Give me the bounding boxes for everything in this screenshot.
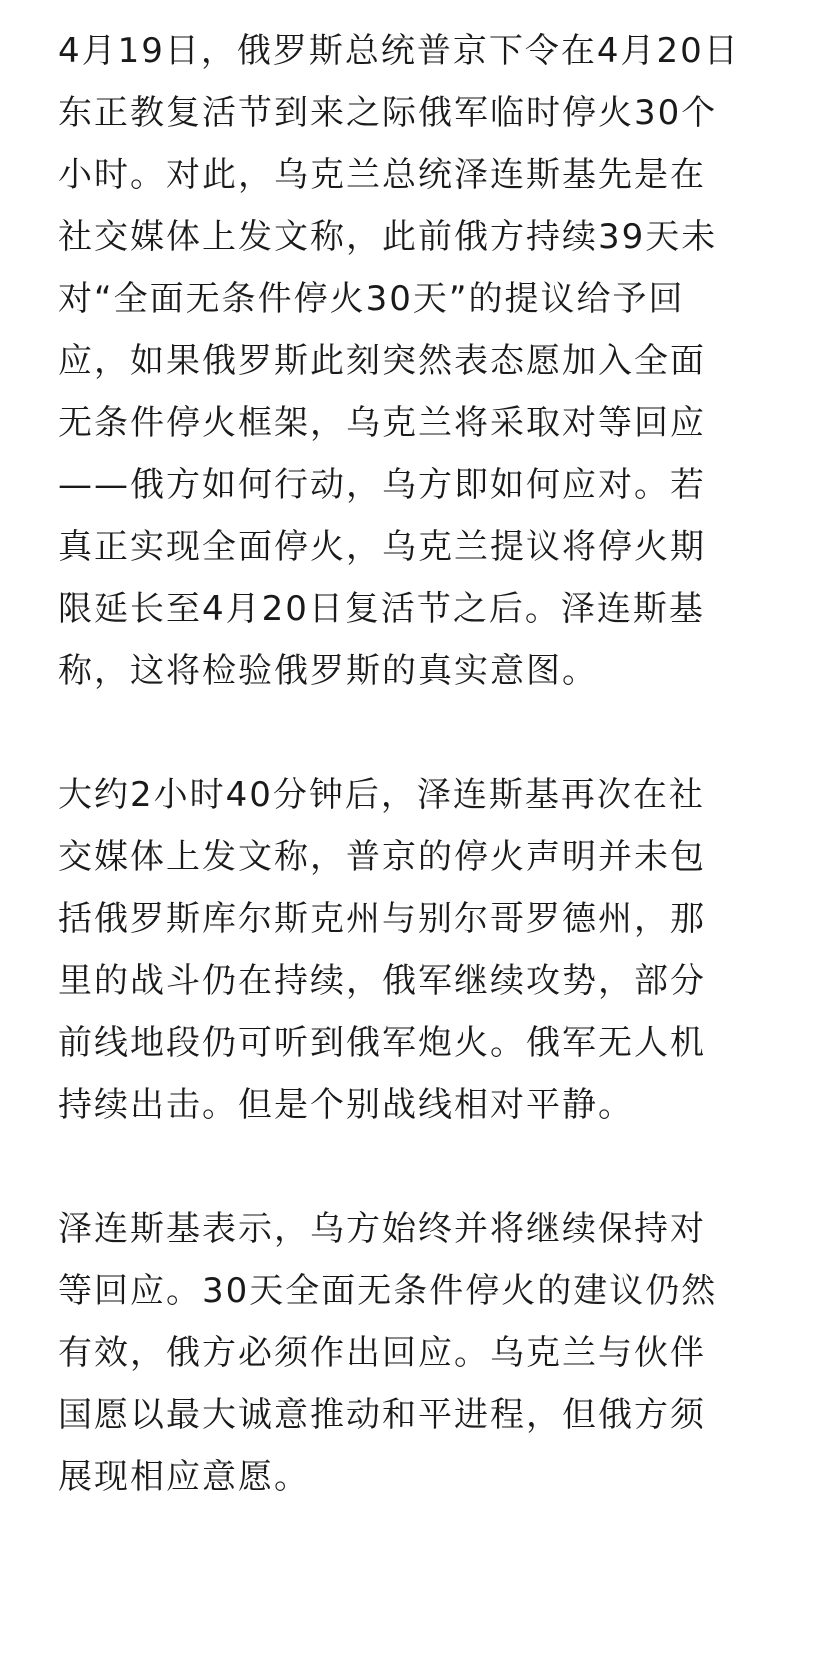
paragraph-spacer <box>58 702 770 764</box>
text-line: 小时。对此，乌克兰总统泽连斯基先是在 <box>58 155 706 195</box>
paragraph-1 <box>58 20 770 702</box>
text-line: 应，如果俄罗斯此刻突然表态愿加入全面 <box>58 341 706 381</box>
text-line: 前线地段仍可听到俄军炮火。俄军无人机 <box>58 1023 706 1063</box>
text-line: 有效，俄方必须作出回应。乌克兰与伙伴 <box>58 1333 706 1373</box>
text-line: 里的战斗仍在持续，俄军继续攻势，部分 <box>58 961 706 1001</box>
text-line: 等回应。30天全面无条件停火的建议仍然 <box>58 1271 718 1311</box>
text-line: 无条件停火框架，乌克兰将采取对等回应 <box>58 403 706 443</box>
text-line: 括俄罗斯库尔斯克州与别尔哥罗德州，那 <box>58 899 706 939</box>
text-line: 泽连斯基表示，乌方始终并将继续保持对 <box>58 1209 706 1249</box>
text-line: 对“全面无条件停火30天”的提议给予回 <box>58 279 685 319</box>
text-line: 持续出击。但是个别战线相对平静。 <box>58 1085 634 1125</box>
paragraph-spacer <box>58 1136 770 1198</box>
text-line: ——俄方如何行动，乌方即如何应对。若 <box>58 465 706 505</box>
text-line: 东正教复活节到来之际俄军临时停火30个 <box>58 93 718 133</box>
text-line: 4月19日，俄罗斯总统普京下令在4月20日 <box>58 31 740 71</box>
text-line: 称，这将检验俄罗斯的真实意图。 <box>58 651 598 691</box>
text-line: 大约2小时40分钟后，泽连斯基再次在社 <box>58 775 705 815</box>
text-line: 交媒体上发文称，普京的停火声明并未包 <box>58 837 706 877</box>
text-line: 真正实现全面停火，乌克兰提议将停火期 <box>58 527 706 567</box>
paragraph-3 <box>58 1198 770 1508</box>
text-line: 国愿以最大诚意推动和平进程，但俄方须 <box>58 1395 706 1435</box>
text-line: 限延长至4月20日复活节之后。泽连斯基 <box>58 589 705 629</box>
text-line: 展现相应意愿。 <box>58 1457 310 1497</box>
paragraph-2 <box>58 764 770 1136</box>
text-line: 社交媒体上发文称，此前俄方持续39天未 <box>58 217 718 257</box>
